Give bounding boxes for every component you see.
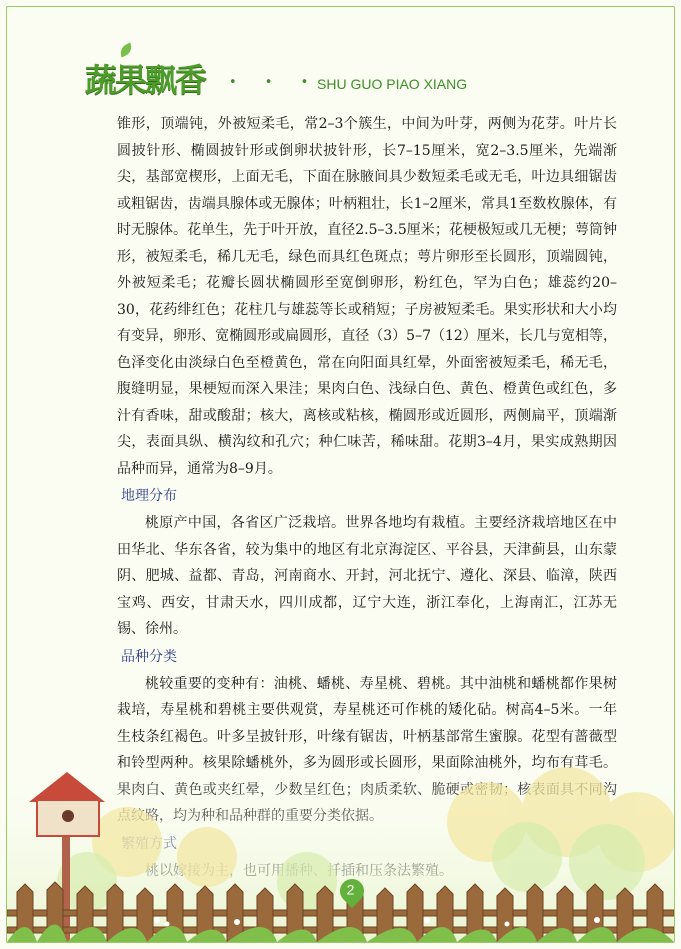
page-frame — [6, 6, 675, 943]
paragraph-varieties: 桃较重要的变种有：油桃、蟠桃、寿星桃、碧桃。其中油桃和蟠桃都作果树栽培，寿星桃和碧桃主要供观赏，寿星桃还可作桃的矮化砧。树高4–5米。一年生枝条红褐色。叶多呈披针形，叶缘有锯齿，叶柄基部常生蜜腺。花型有蔷薇型 — [117, 675, 617, 745]
heading-varieties: 品种分类 — [121, 648, 177, 665]
heading-distribution: 地理分布 — [121, 488, 177, 504]
decorative-garden-background — [7, 762, 674, 942]
page-number: 2 — [346, 881, 355, 898]
header-dots: • • • — [229, 75, 321, 90]
header-pinyin: SHU GUO PIAO XIANG — [317, 76, 468, 92]
logo: 蔬果飘香 — [85, 61, 206, 99]
paragraph-description: 锥形，顶端钝，外被短柔毛，常2–3个簇生，中间为叶芽，两侧为花芽。叶片长圆披针形、椭圆披针形或倒卵状披针形，长7–15厘米，宽2–3.5厘米，先端渐尖，基部宽楔形，上面无毛，下面在脉腋间具少数短柔毛或无毛，叶边具细锯齿或粗锯齿，齿端具腺体或无腺体；叶柄粗壮，长1–2厘米，常具1至数枚腺体，有时无腺体。花单生，先于叶开放，直径2.5–3.5厘米；花梗极短或几无梗；萼筒钟形，被短柔毛，稀几无毛，绿色而具红色斑点；萼片卵形至长圆形，顶端圆钝，外被短柔毛；花瓣长圆状椭圆形至宽倒卵形，粉红色，罕为白色；雄蕊约20–30，花药绯红色；花柱几与雄蕊等长或稍短；子房被短柔毛。果实形状和大小均有变异，卵形、宽椭圆形或扁圆形，直径（3）5–7（12）厘米，长几与宽相等，色泽变化由淡绿白色至橙黄色，常在向阳面具红晕，外面密被短柔毛，稀无毛，腹缝明显，果梗短而深入果洼；果肉白色、浅绿白色、黄色、橙黄色或红色，多汁有香味，甜或酸甜；核大，离核或粘核，椭圆形或近圆形，两侧扁平，顶端渐尖，表面具纵、横沟纹和孔穴；种仁味苦，稀味甜。花期3–4月，果实成熟期因品种而异，通常为8–9月。 — [117, 116, 617, 477]
paragraph-distribution: 桃原产中国，各省区广泛栽培。世界各地均有栽植。主要经济栽培地区在中田华北、华东各省，较为集中的地区有北京海淀区、平谷县，天津蓟县，山东蒙阴、肥城、益都、青岛，河南商水、开封，河北抚宁、遵化、深县、临漳，陕西宝鸡、西安，甘肃天水，四川成都，辽宁大连，浙江奉化，上海南汇，江苏无锡、徐州。 — [117, 515, 617, 637]
page-header — [77, 43, 637, 113]
